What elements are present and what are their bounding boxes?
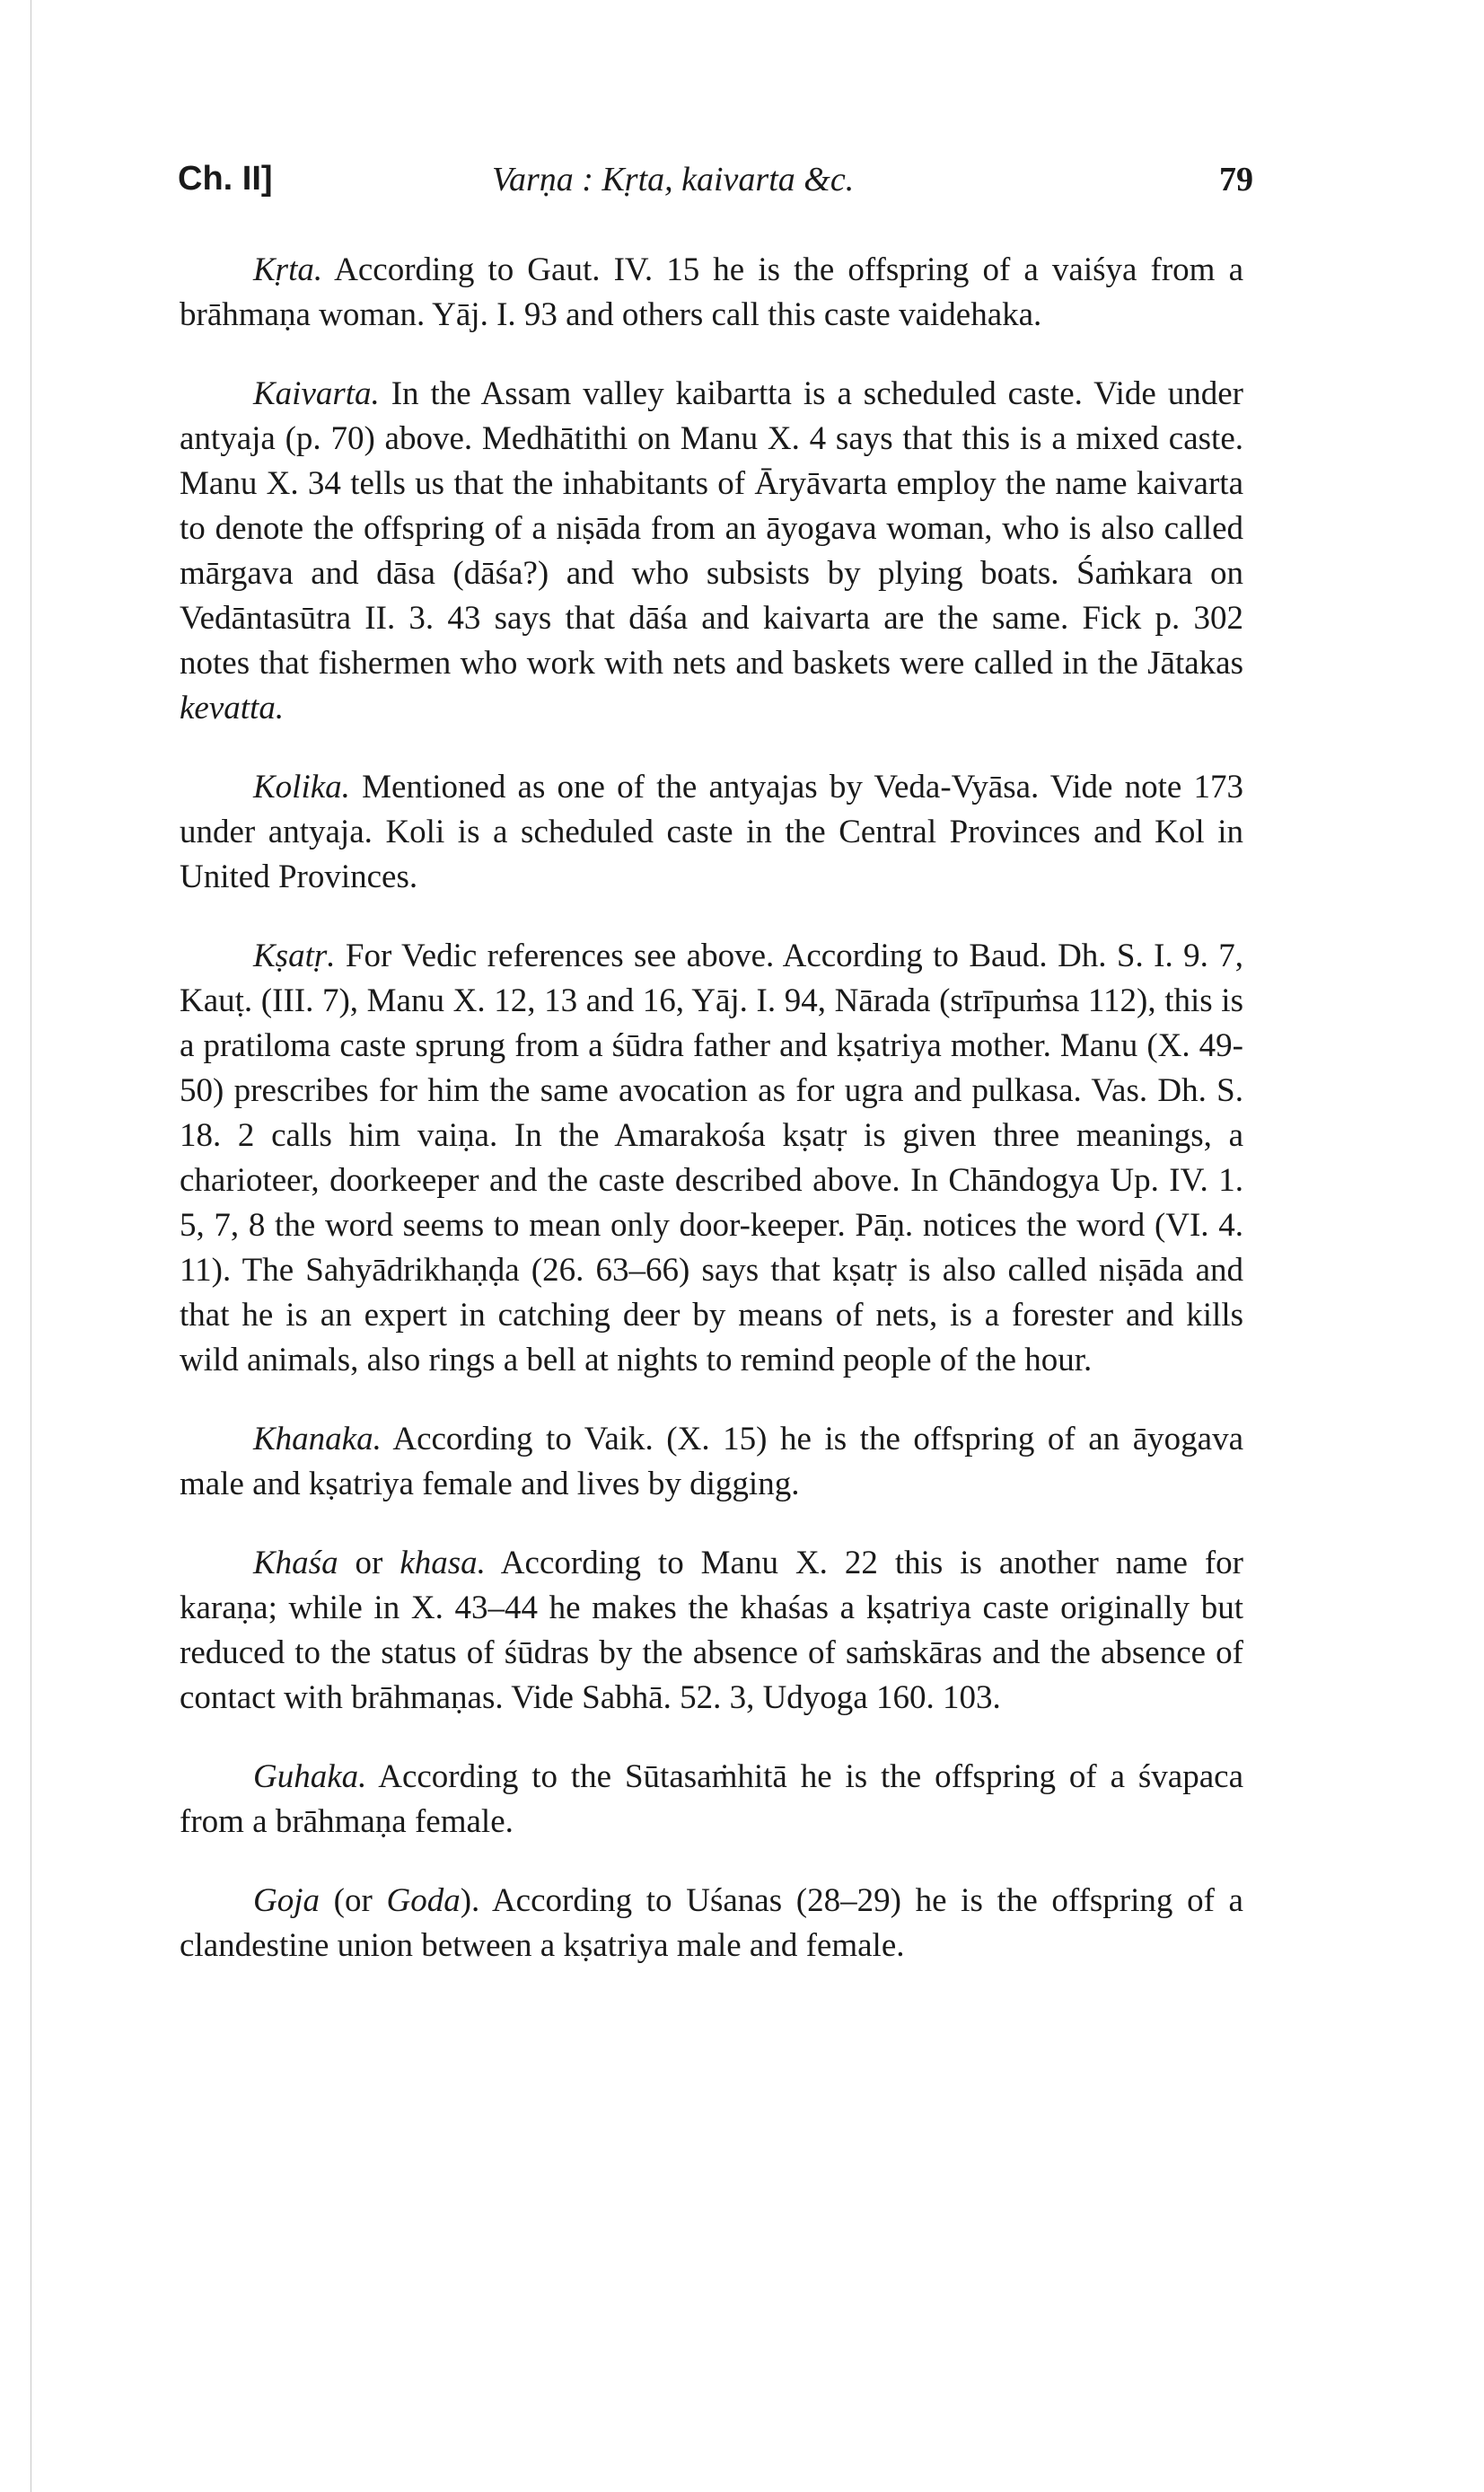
entry-term-alt: khasa. xyxy=(400,1545,486,1581)
entry-term: Guhaka. xyxy=(253,1758,367,1795)
entry-term: Kṛta. xyxy=(253,251,323,288)
chapter-label: Ch. II] xyxy=(178,160,273,198)
entry-guhaka xyxy=(180,1755,1243,1845)
entry-kaivarta xyxy=(180,372,1243,731)
running-title: Varṇa : Kṛta, kaivarta &c. xyxy=(492,161,855,198)
entry-connector: (or xyxy=(320,1882,387,1919)
entry-text: According to Manu X. 22 this is another name for karaṇa; while in X. 43–44 he makes the khaśas a kṣatriya caste originally but reduced to the status of śūdras by the absence of saṁskāras and the absence of contact with brāhmaṇas. Vide Sabhā. 52. 3, Udyoga 160. 103. xyxy=(180,1545,1243,1716)
entry-term: Kolika. xyxy=(253,769,350,806)
entry-khanaka xyxy=(180,1417,1243,1507)
entry-term: Khaśa xyxy=(253,1545,338,1581)
entry-goja xyxy=(180,1879,1243,1968)
entry-krta xyxy=(180,248,1243,338)
entry-ksatr xyxy=(180,934,1243,1383)
page-header xyxy=(178,160,1255,214)
entry-term: Kaivarta. xyxy=(253,375,380,412)
entry-text: Mentioned as one of the antyajas by Veda-Vyāsa. Vide note 173 under antyaja. Koli is a scheduled caste in the Central Provinces and Kol in United Provinces. xyxy=(180,769,1243,895)
entry-text: In the Assam valley kaibartta is a scheduled caste. Vide under antyaja (p. 70) above. Medhātithi on Manu X. 4 says that this is a mixed caste. Manu X. 34 tells us that the inhabitants of Āryāvarta employ the name kaivarta to denote the offspring of a niṣāda from an āyogava woman, who is also called mārgava and dāsa (dāśa?) and who subsists by plying boats. Śaṁkara on Vedāntasūtra II. 3. 43 says that dāśa and kaivarta are the same. Fick p. 302 notes that fishermen who work with nets and baskets were called in the Jātakas xyxy=(180,375,1243,682)
entry-kolika xyxy=(180,765,1243,900)
entry-text: For Vedic references see above. According to Baud. Dh. S. I. 9. 7, Kauṭ. (III. 7), Manu X. 12, 13 and 16, Yāj. I. 94, Nārada (strīpuṁsa 112), this is a pratiloma caste sprung from a śūdra father and kṣatriya mother. Manu (X. 49-50) prescribes for him the same avocation as for ugra and pulkasa. Vas. Dh. S. 18. 2 calls him vaiṇa. In the Amarakośa kṣatṛ is given three meanings, a charioteer, doorkeeper and the caste described above. In Chāndogya Up. IV. 1. 5, 7, 8 the word seems to mean only door-keeper. Pāṇ. notices the word (VI. 4. 11). The Sahyādrikhaṇḍa (26. 63–66) says that kṣatṛ is also called niṣāda and that he is an expert in catching deer by means of nets, is a forester and kills wild animals, also rings a bell at nights to remind people of the hour. xyxy=(180,938,1243,1378)
entry-term-alt: Goda xyxy=(386,1882,461,1919)
entry-text: According to the Sūtasaṁhitā he is the offspring of a śvapaca from a brāhmaṇa female. xyxy=(180,1758,1243,1840)
entry-connector: or xyxy=(338,1545,400,1581)
entry-term: Goja xyxy=(253,1882,320,1919)
entry-khasa xyxy=(180,1541,1243,1721)
page-number: 79 xyxy=(1219,161,1253,198)
entry-text: According to Gaut. IV. 15 he is the offspring of a vaiśya from a brāhmaṇa woman. Yāj. I. 93 and others call this caste vaidehaka. xyxy=(180,251,1243,333)
entry-text: ). According to Uśanas (28–29) he is the offspring of a clandestine union between a kṣatriya male and female. xyxy=(180,1882,1243,1964)
entry-term: Kṣatṛ. xyxy=(253,938,336,974)
entry-text: According to Vaik. (X. 15) he is the offspring of an āyogava male and kṣatriya female and lives by digging. xyxy=(180,1421,1243,1502)
entry-text-italic: kevatta. xyxy=(180,690,285,726)
entry-term: Khanaka. xyxy=(253,1421,382,1457)
page-body xyxy=(180,248,1243,2003)
